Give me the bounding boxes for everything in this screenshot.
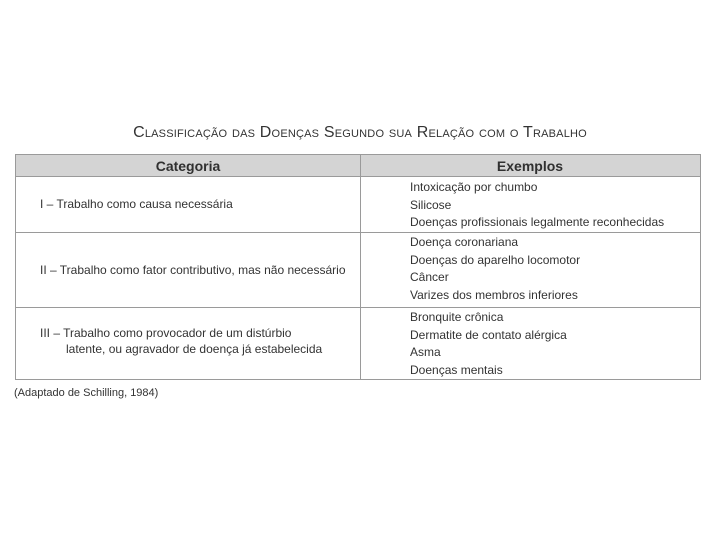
table-row — [16, 308, 700, 379]
row-exemplos — [410, 234, 580, 304]
table-row — [16, 177, 700, 233]
header-categoria: Categoria — [155, 158, 221, 174]
exemplo-item: Asma — [410, 345, 441, 359]
exemplo-item: Doenças do aparelho locomotor — [410, 252, 581, 267]
exemplo-item: Câncer — [410, 270, 449, 284]
categoria-line: III – Trabalho como provocador de um distúrbio — [40, 326, 292, 340]
header-exemplos: Exemplos — [496, 158, 564, 174]
source-citation: (Adaptado de Schilling, 1984) — [14, 387, 159, 399]
exemplo-item: Doenças mentais — [410, 362, 503, 377]
categoria-line: II – Trabalho como fator contributivo, mas não necessário — [40, 263, 346, 277]
exemplo-item: Bronquite crônica — [410, 310, 504, 324]
categoria-line: latente, ou agravador de doença já estabelecida — [66, 342, 323, 356]
table-header — [16, 155, 700, 177]
table-title: Classificação das Doenças Segundo sua Relação com o Trabalho — [133, 124, 587, 141]
categoria-line: I – Trabalho como causa necessária — [40, 197, 233, 211]
exemplo-item: Doenças profissionais legalmente reconhecidas — [410, 215, 665, 229]
exemplo-item: Intoxicação por chumbo — [410, 180, 538, 194]
exemplo-item: Silicose — [410, 197, 452, 212]
row-exemplos — [410, 309, 567, 379]
exemplo-item: Dermatite de contato alérgica — [410, 327, 567, 342]
row-categoria — [16, 325, 360, 357]
exemplo-item: Doença coronariana — [410, 235, 519, 249]
table-row — [16, 233, 700, 308]
classification-table — [15, 154, 701, 380]
row-categoria — [16, 262, 360, 278]
exemplo-item: Varizes dos membros inferiores — [410, 287, 578, 302]
row-exemplos — [410, 179, 664, 232]
row-categoria — [16, 196, 360, 212]
